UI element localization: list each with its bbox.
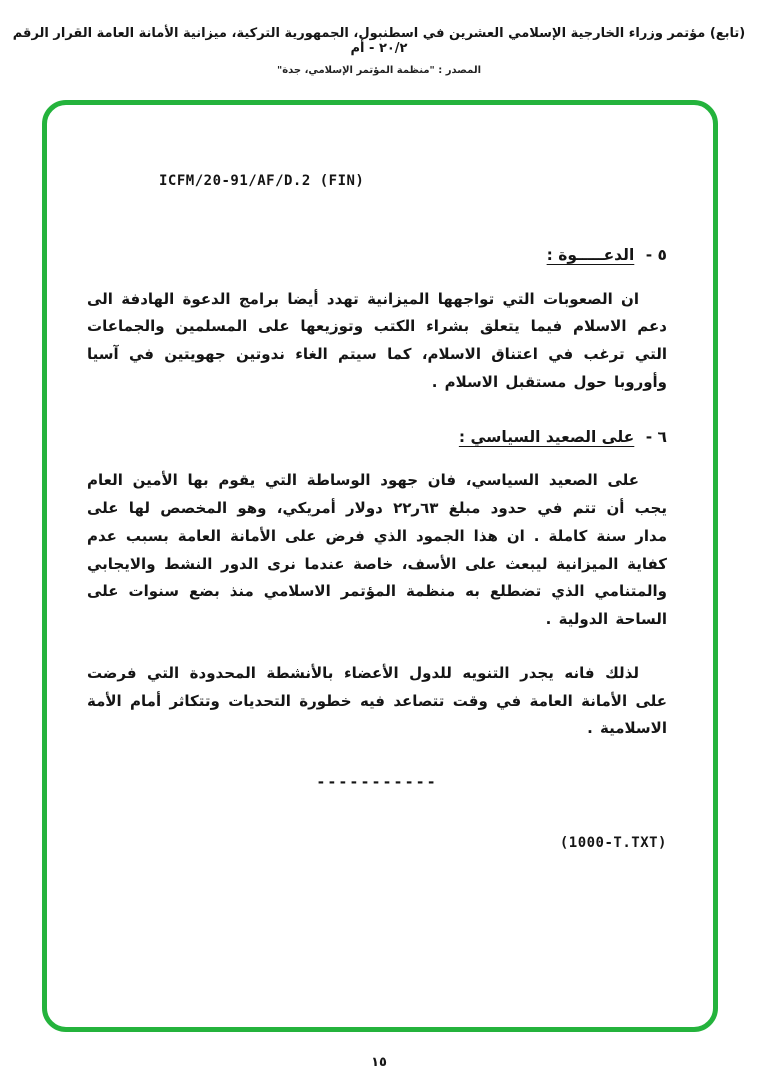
section-5-paragraph-1: ان الصعوبات التي تواجهها الميزانية تهدد أيضا برامج الدعوة الهادفة الى دعم الاسلام فيما يتعلق بشراء الكتب وتوزيعها على المسلمين والجماعات التي ترغب في اعتناق الاسلام، كما سيتم الغاء ندوتين جهويتين في آسيا وأوروبا حول مستقبل الاسلام . bbox=[87, 289, 667, 391]
document-reference: ICFM/20-91/AF/D.2 (FIN) bbox=[159, 173, 365, 189]
document-body bbox=[87, 241, 667, 857]
page-number: ١٥ bbox=[371, 1055, 387, 1070]
section-5-number: ٥ - bbox=[645, 246, 667, 264]
header-title: (تابع) مؤتمر وزراء الخارجية الإسلامي العشرين في اسطنبول، الجمهورية التركية، ميزانية الأمانة العامة القرار الرقم ٢٠/٢ - أم bbox=[12, 26, 746, 56]
section-5 bbox=[87, 241, 667, 397]
section-5-heading bbox=[87, 241, 667, 270]
section-6-paragraph-1: على الصعيد السياسي، فان جهود الوساطة التي يقوم بها الأمين العام يجب أن تتم في حدود مبلغ ٦٣ر٢٢ دولار أمريكي، وهو المخصص لها على مدار سنة كاملة . ان هذا الجمود الذي فرض على الأمانة العامة بسبب عدم كفاية الميزانية ليبعث على الأسف، خاصة عندما نرى الدور النشط والايجابي والمتنامي الذي تضطلع به منظمة المؤتمر الاسلامي منذ بضع سنوات على الساحة الدولية . bbox=[87, 471, 667, 629]
section-6-heading bbox=[87, 423, 667, 452]
document-header bbox=[0, 26, 758, 76]
dashed-separator: ----------- bbox=[316, 773, 438, 792]
section-6-title: على الصعيد السياسي : bbox=[458, 427, 635, 446]
section-5-title: الدعـــــوة : bbox=[546, 246, 635, 264]
file-reference: (1000-T.TXT) bbox=[559, 834, 667, 851]
section-6-paragraph-2: لذلك فانه يجدر التنويه للدول الأعضاء بالأنشطة المحدودة التي فرضت على الأمانة العامة في وقت تتصاعد فيه خطورة التحديات وتتكاثر أمام الأمة الاسلامية . bbox=[87, 663, 667, 738]
section-6 bbox=[87, 423, 667, 743]
section-6-number: ٦ - bbox=[645, 427, 667, 446]
green-border-frame bbox=[42, 100, 718, 1032]
header-source: المصدر : "منظمة المؤتمر الإسلامي، جدة" bbox=[276, 65, 481, 76]
